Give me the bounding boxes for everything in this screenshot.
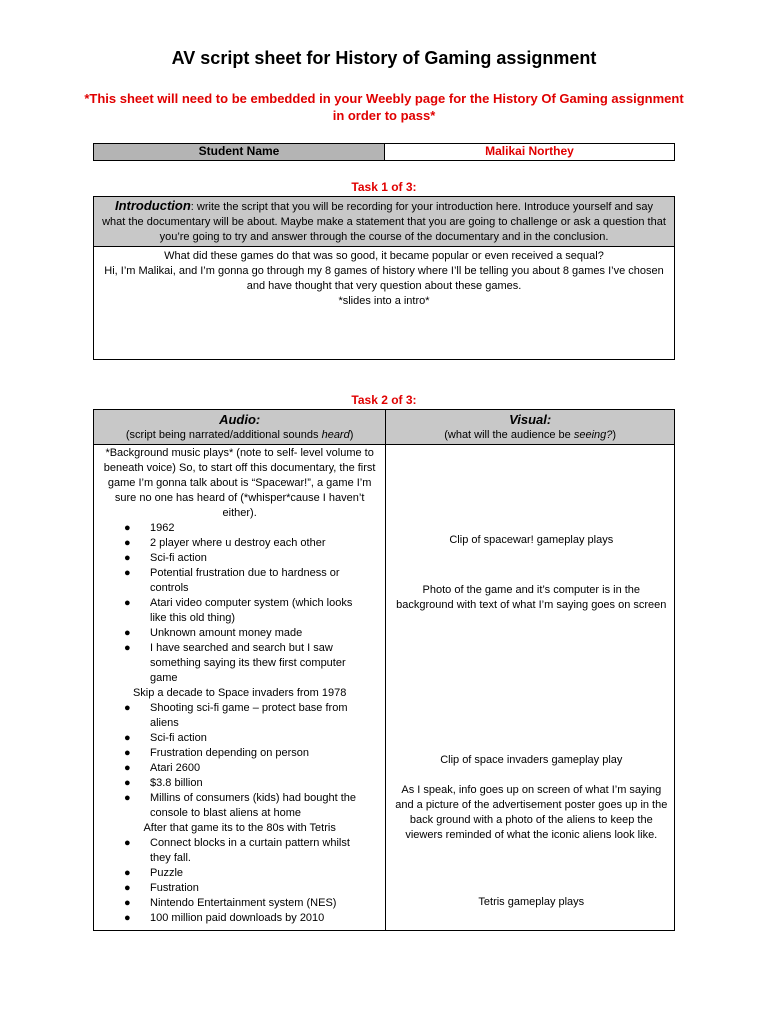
embed-notice: *This sheet will need to be embedded in your Weebly page for the History Of Gaming assignment in order to pass* (84, 91, 684, 123)
list-item: ● Connect blocks in a curtain pattern whilst they fall. (124, 837, 350, 864)
visual-subheading: (what will the audience be seeing?) (444, 429, 617, 441)
student-name-value: Malikai Northey (385, 144, 675, 161)
spacewar-bullet-list (98, 521, 381, 686)
audio-script-cell (94, 445, 386, 931)
visual-note: Clip of spacewar! gameplay plays (449, 534, 614, 546)
introduction-heading: Introduction (114, 198, 191, 213)
introduction-table (93, 196, 675, 360)
student-name-label: Student Name (94, 144, 385, 161)
list-item: ● Atari 2600 (124, 762, 201, 774)
list-item: ● Atari video computer system (which looks like this old thing) (124, 597, 353, 624)
list-item: ● Shooting sci-fi game – protect base from aliens (124, 702, 348, 729)
list-item: ● I have searched and search but I saw something saying its thew first computer game (124, 642, 346, 684)
visual-script-cell (386, 445, 675, 931)
list-item: ● Sci-fi action (124, 552, 207, 564)
visual-heading: Visual: (509, 412, 552, 427)
visual-note: Photo of the game and it’s computer is in the background with text of what I’m saying goes on screen (396, 584, 667, 611)
student-name-table (93, 143, 675, 161)
list-item: ● Millins of consumers (kids) had bought the console to blast aliens at home (124, 792, 357, 819)
audio-intro-paragraph: *Background music plays* (note to self- level volume to beneath voice) So, to start off this documentary, the first game I’m gonna talk about is “Spacewar!”, a game I’m sure no one has heard of (*whisper*cause I haven’t either). (103, 447, 376, 519)
intro-line: Hi, I’m Malikai, and I’m gonna go through my 8 games of history where I’ll be telling you about 8 games I’ve chosen and have thought that very question about these games. (104, 265, 664, 292)
audio-column-header (94, 410, 386, 445)
visual-note: Clip of space invaders gameplay play (440, 754, 623, 766)
introduction-script (94, 247, 675, 360)
visual-note: As I speak, info goes up on screen of what I’m saying and a picture of the advertisement poster goes up in the back ground with a photo of the aliens to keep the viewers reminded of what the iconic aliens look like. (395, 784, 668, 841)
intro-line: What did these games do that was so good, it became popular or even received a sequal? (164, 250, 604, 262)
list-item: ● Potential frustration due to hardness or controls (124, 567, 340, 594)
task2-label: Task 2 of 3: (351, 393, 417, 407)
audio-subheading: (script being narrated/additional sounds heard) (125, 429, 354, 441)
tetris-bullet-list (98, 836, 381, 926)
intro-line: *slides into a intro* (338, 295, 430, 307)
list-item: ● $3.8 billion (124, 777, 203, 789)
list-item: ● 2 player where u destroy each other (124, 537, 326, 549)
visual-note: Tetris gameplay plays (478, 896, 585, 908)
audio-visual-table (93, 409, 675, 931)
introduction-colon: : (190, 201, 194, 213)
visual-column-header (386, 410, 675, 445)
tetris-intro: After that game its to the 80s with Tetris (143, 822, 336, 834)
list-item: ● Frustration depending on person (124, 747, 309, 759)
list-item: ● Puzzle (124, 867, 184, 879)
space-invaders-intro: Skip a decade to Space invaders from 1978 (132, 687, 347, 699)
introduction-instructions (94, 197, 675, 247)
list-item: ● Sci-fi action (124, 732, 207, 744)
introduction-instruction-text: write the script that you will be recording for your introduction here. Introduce yourself and say what the documentary will be about. Maybe make a statement that you are going to challenge or ask a question that you’re going to try and answer through the course of the documentary and in the conclusion. (102, 201, 666, 243)
audio-heading: Audio: (219, 412, 261, 427)
list-item: ● Unknown amount money made (124, 627, 303, 639)
list-item: ● 1962 (124, 522, 175, 534)
list-item: ● Fustration (124, 882, 199, 894)
list-item: ● Nintendo Entertainment system (NES) (124, 897, 337, 909)
task1-label: Task 1 of 3: (351, 180, 417, 194)
space-invaders-bullet-list (98, 701, 381, 821)
list-item: ● 100 million paid downloads by 2010 (124, 912, 325, 924)
page-title: AV script sheet for History of Gaming assignment (171, 48, 597, 68)
